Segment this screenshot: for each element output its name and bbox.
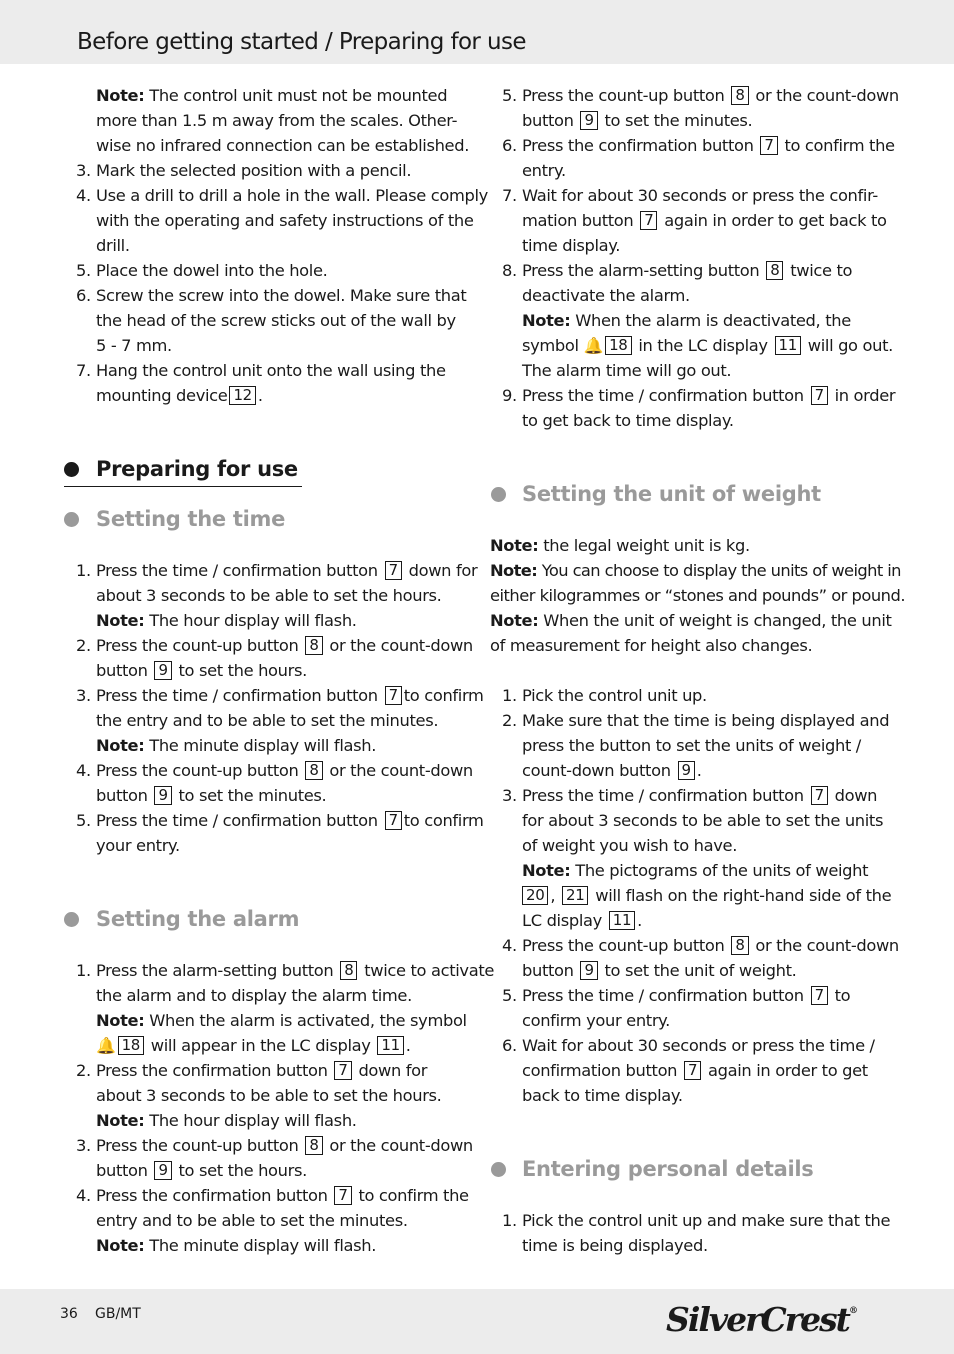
text-line: press the button to set the units of weight / [522,736,861,755]
text: Press the time / confirmation button [522,386,804,405]
list-item: Mark the selected position with a pencil. [96,161,412,180]
text: Press the count-up button [96,761,299,780]
note [96,1008,467,1033]
list-number: 4. [76,186,91,205]
text: or the count-down [329,761,473,780]
registered-mark: ® [848,1306,858,1316]
note [522,858,868,883]
list-item: Screw the screw into the dowel. Make sure that [96,286,467,305]
subsection-heading: Setting the unit of weight [522,482,821,506]
note-label: Note: [522,861,571,880]
text: Press the count-up button [522,86,725,105]
subsection-heading: Setting the time [96,507,286,531]
reference-box: 8 [731,86,748,105]
list-number: 1. [502,686,517,705]
text-line [522,333,893,358]
text-line: deactivate the alarm. [522,286,690,305]
language-code: GB/MT [95,1306,141,1322]
list-number: 7. [76,361,91,380]
list-item: Pick the control unit up and make sure that the [522,1211,891,1230]
list-item [96,1058,427,1083]
text-line: wise no infrared connection can be established. [96,136,470,155]
text-line: of weight you wish to have. [522,836,738,855]
list-number: 2. [502,711,517,730]
bullet-icon [64,462,79,477]
list-number: 5. [502,86,517,105]
intro-note [96,83,447,108]
text-line [522,1058,868,1083]
list-number: 6. [502,136,517,155]
text: to set the minutes. [178,786,327,805]
note [490,608,892,633]
text: mounting device [96,386,228,405]
reference-box: 8 [766,261,783,280]
text: button [96,661,148,680]
list-item [522,383,895,408]
text-line: The alarm time will go out. [522,361,732,380]
list-item [522,258,852,283]
text: down for [408,561,478,580]
list-item [96,1133,473,1158]
text: mation button [522,211,634,230]
text-line: drill. [96,236,130,255]
text-line: your entry. [96,836,180,855]
text: to set the hours. [178,1161,307,1180]
section-heading: Preparing for use [96,457,298,481]
text: to confirm the [784,136,895,155]
reference-box: 9 [154,786,171,805]
text: in order [834,386,896,405]
list-item [522,983,850,1008]
list-number: 1. [76,961,91,980]
note-label: Note: [96,86,145,105]
text-line: the entry and to be able to set the minutes. [96,711,439,730]
text: to set the minutes. [604,111,753,130]
text: Press the count-up button [96,636,299,655]
list-item [96,683,484,708]
text-line [522,908,642,933]
text: button [522,961,574,980]
text-line [96,783,326,808]
text-line: about 3 seconds to be able to set the hours. [96,1086,442,1105]
page-number: 36 [60,1306,78,1322]
note [96,1108,357,1133]
text-line: with the operating and safety instructions of the [96,211,474,230]
text-line [96,658,307,683]
list-number: 1. [502,1211,517,1230]
list-number: 3. [76,161,91,180]
note [96,1233,376,1258]
reference-box: 8 [305,761,322,780]
list-number: 7. [502,186,517,205]
text: or the count-down [755,86,899,105]
list-item [96,808,484,833]
text: Press the time / confirmation button [96,686,378,705]
subsection-heading: Setting the alarm [96,907,300,931]
list-number: 5. [76,261,91,280]
list-number: 5. [502,986,517,1005]
text: twice to [790,261,853,280]
reference-box: 7 [334,1061,351,1080]
text: button [522,111,574,130]
text: count-down button [522,761,671,780]
text: Press the alarm-setting button [96,961,334,980]
text-line: to get back to time display. [522,411,734,430]
note-text: When the alarm is deactivated, the [570,311,851,330]
list-number: 6. [502,1036,517,1055]
list-item: Hang the control unit onto the wall using the [96,361,446,380]
alarm-bell-icon: 🔔 [583,336,604,355]
bullet-icon [491,1162,506,1177]
text: . [637,911,642,930]
list-number: 3. [76,686,91,705]
reference-box: 18 [605,336,631,355]
note-label: Note: [96,611,145,630]
text: Press the confirmation button [96,1186,328,1205]
text-line [96,1033,411,1058]
list-number: 4. [502,936,517,955]
text: button [96,1161,148,1180]
reference-box: 9 [580,961,597,980]
text: will go out. [807,336,893,355]
list-number: 2. [76,636,91,655]
text: Press the confirmation button [96,1061,328,1080]
reference-box: 12 [229,386,255,405]
note [96,733,376,758]
text: Press the alarm-setting button [522,261,760,280]
list-item [96,958,494,983]
text-line: entry and to be able to set the minutes. [96,1211,408,1230]
text: to confirm the [358,1186,469,1205]
text: Press the time / confirmation button [522,786,804,805]
logo-text: SilverCrest [666,1300,849,1339]
text: button [96,786,148,805]
reference-box: 8 [305,1136,322,1155]
list-number: 4. [76,761,91,780]
list-item [522,83,899,108]
list-number: 6. [76,286,91,305]
list-item [96,758,473,783]
reference-box: 7 [811,786,828,805]
text: Press the count-up button [522,936,725,955]
note-text: The hour display will flash. [144,1111,357,1130]
list-item [522,783,877,808]
list-item: Wait for about 30 seconds or press the time / [522,1036,875,1055]
bullet-icon [64,912,79,927]
text-line: back to time display. [522,1086,683,1105]
reference-box: 20 [522,886,548,905]
reference-box: 7 [684,1061,701,1080]
text-line [96,1158,307,1183]
text: or the count-down [755,936,899,955]
text: down for [358,1061,428,1080]
text: again in order to get back to [664,211,887,230]
text: . [257,386,263,405]
text: to set the unit of weight. [604,961,797,980]
text-line [522,758,702,783]
reference-box: 7 [760,136,777,155]
heading-underline [64,486,302,487]
note-label: Note: [522,311,571,330]
note-label: Note: [96,1111,145,1130]
reference-box: 8 [731,936,748,955]
text: or the count-down [329,636,473,655]
text-line [522,958,797,983]
reference-box: 7 [385,811,402,830]
list-item [522,933,899,958]
note [522,308,851,333]
note-label: Note: [96,736,145,755]
text: twice to activate [364,961,495,980]
reference-box: 7 [811,986,828,1005]
reference-box: 9 [678,761,695,780]
brand-logo [666,1300,858,1339]
note-text: The control unit must not be mounted [144,86,448,105]
text-line: the alarm and to display the alarm time. [96,986,412,1005]
note-text: The minute display will flash. [144,736,377,755]
note-label: Note: [490,561,538,580]
text: will appear in the LC display [150,1036,371,1055]
text: symbol [522,336,579,355]
bullet-icon [64,512,79,527]
list-item [96,1183,469,1208]
list-number: 3. [502,786,517,805]
text: Press the confirmation button [522,136,754,155]
reference-box: 7 [640,211,657,230]
note [490,533,750,558]
text: again in order to get [708,1061,868,1080]
note-label: Note: [490,536,539,555]
reference-box: 8 [305,636,322,655]
reference-box: 9 [580,111,597,130]
text-line: entry. [522,161,566,180]
text-line: the head of the screw sticks out of the wall by [96,311,456,330]
text: in the LC display [638,336,768,355]
text: to confirm [403,811,484,830]
text: down [834,786,878,805]
text-line [522,883,891,908]
text: to [834,986,851,1005]
list-number: 2. [76,1061,91,1080]
text-line [522,208,887,233]
note [490,558,901,583]
subsection-heading: Entering personal details [522,1157,814,1181]
text: to confirm [403,686,484,705]
list-item: Use a drill to drill a hole in the wall. Please comply [96,186,488,205]
text: to set the hours. [178,661,307,680]
note-text: The minute display will flash. [144,1236,377,1255]
text-line: more than 1.5 m away from the scales. Other- [96,111,458,130]
text: , [550,886,556,905]
text-line: 5 - 7 mm. [96,336,172,355]
text: Press the count-up button [96,1136,299,1155]
reference-box: 9 [154,1161,171,1180]
text: will flash on the right-hand side of the [595,886,892,905]
list-number: 1. [76,561,91,580]
list-number: 3. [76,1136,91,1155]
text-line: about 3 seconds to be able to set the hours. [96,586,442,605]
reference-box: 9 [154,661,171,680]
text-line: confirm your entry. [522,1011,670,1030]
list-item [96,558,477,583]
note-text: You can choose to display the units of weight in [537,561,901,580]
text: Press the time / confirmation button [96,811,378,830]
note-label: Note: [490,611,539,630]
reference-box: 7 [334,1186,351,1205]
list-item: Make sure that the time is being displayed and [522,711,890,730]
text: LC display [522,911,602,930]
reference-box: 11 [775,336,801,355]
list-number: 9. [502,386,517,405]
reference-box: 7 [811,386,828,405]
text: or the count-down [329,1136,473,1155]
text-line [522,108,752,133]
reference-box: 7 [385,686,402,705]
note-text: When the alarm is activated, the symbol [144,1011,467,1030]
text-line: for about 3 seconds to be able to set the units [522,811,884,830]
note-label: Note: [96,1236,145,1255]
reference-box: 11 [377,1036,403,1055]
text: Press the time / confirmation button [96,561,378,580]
page-title: Before getting started / Preparing for use [77,29,526,55]
list-item: Place the dowel into the hole. [96,261,328,280]
note-text: the legal weight unit is kg. [538,536,750,555]
list-number: 5. [76,811,91,830]
text-line: either kilogrammes or “stones and pounds” or pound. [490,586,905,605]
text-line: of measurement for height also changes. [490,636,813,655]
bullet-icon [491,487,506,502]
text: . [405,1036,411,1055]
text-line [96,383,263,408]
list-item: Pick the control unit up. [522,686,707,705]
note-text: When the unit of weight is changed, the unit [538,611,892,630]
reference-box: 18 [118,1036,144,1055]
list-number: 4. [76,1186,91,1205]
note-text: The hour display will flash. [144,611,357,630]
text: confirmation button [522,1061,678,1080]
reference-box: 21 [562,886,588,905]
text: . [696,761,702,780]
text-line: time display. [522,236,621,255]
list-number: 8. [502,261,517,280]
list-item [96,633,473,658]
alarm-bell-icon: 🔔 [96,1036,116,1055]
reference-box: 8 [340,961,357,980]
note [96,608,357,633]
reference-box: 7 [385,561,402,580]
list-item: Wait for about 30 seconds or press the confir- [522,186,878,205]
list-item [522,133,895,158]
text-line: time is being displayed. [522,1236,708,1255]
note-text: The pictograms of the units of weight [570,861,869,880]
note-label: Note: [96,1011,145,1030]
reference-box: 11 [609,911,635,930]
text: Press the time / confirmation button [522,986,804,1005]
